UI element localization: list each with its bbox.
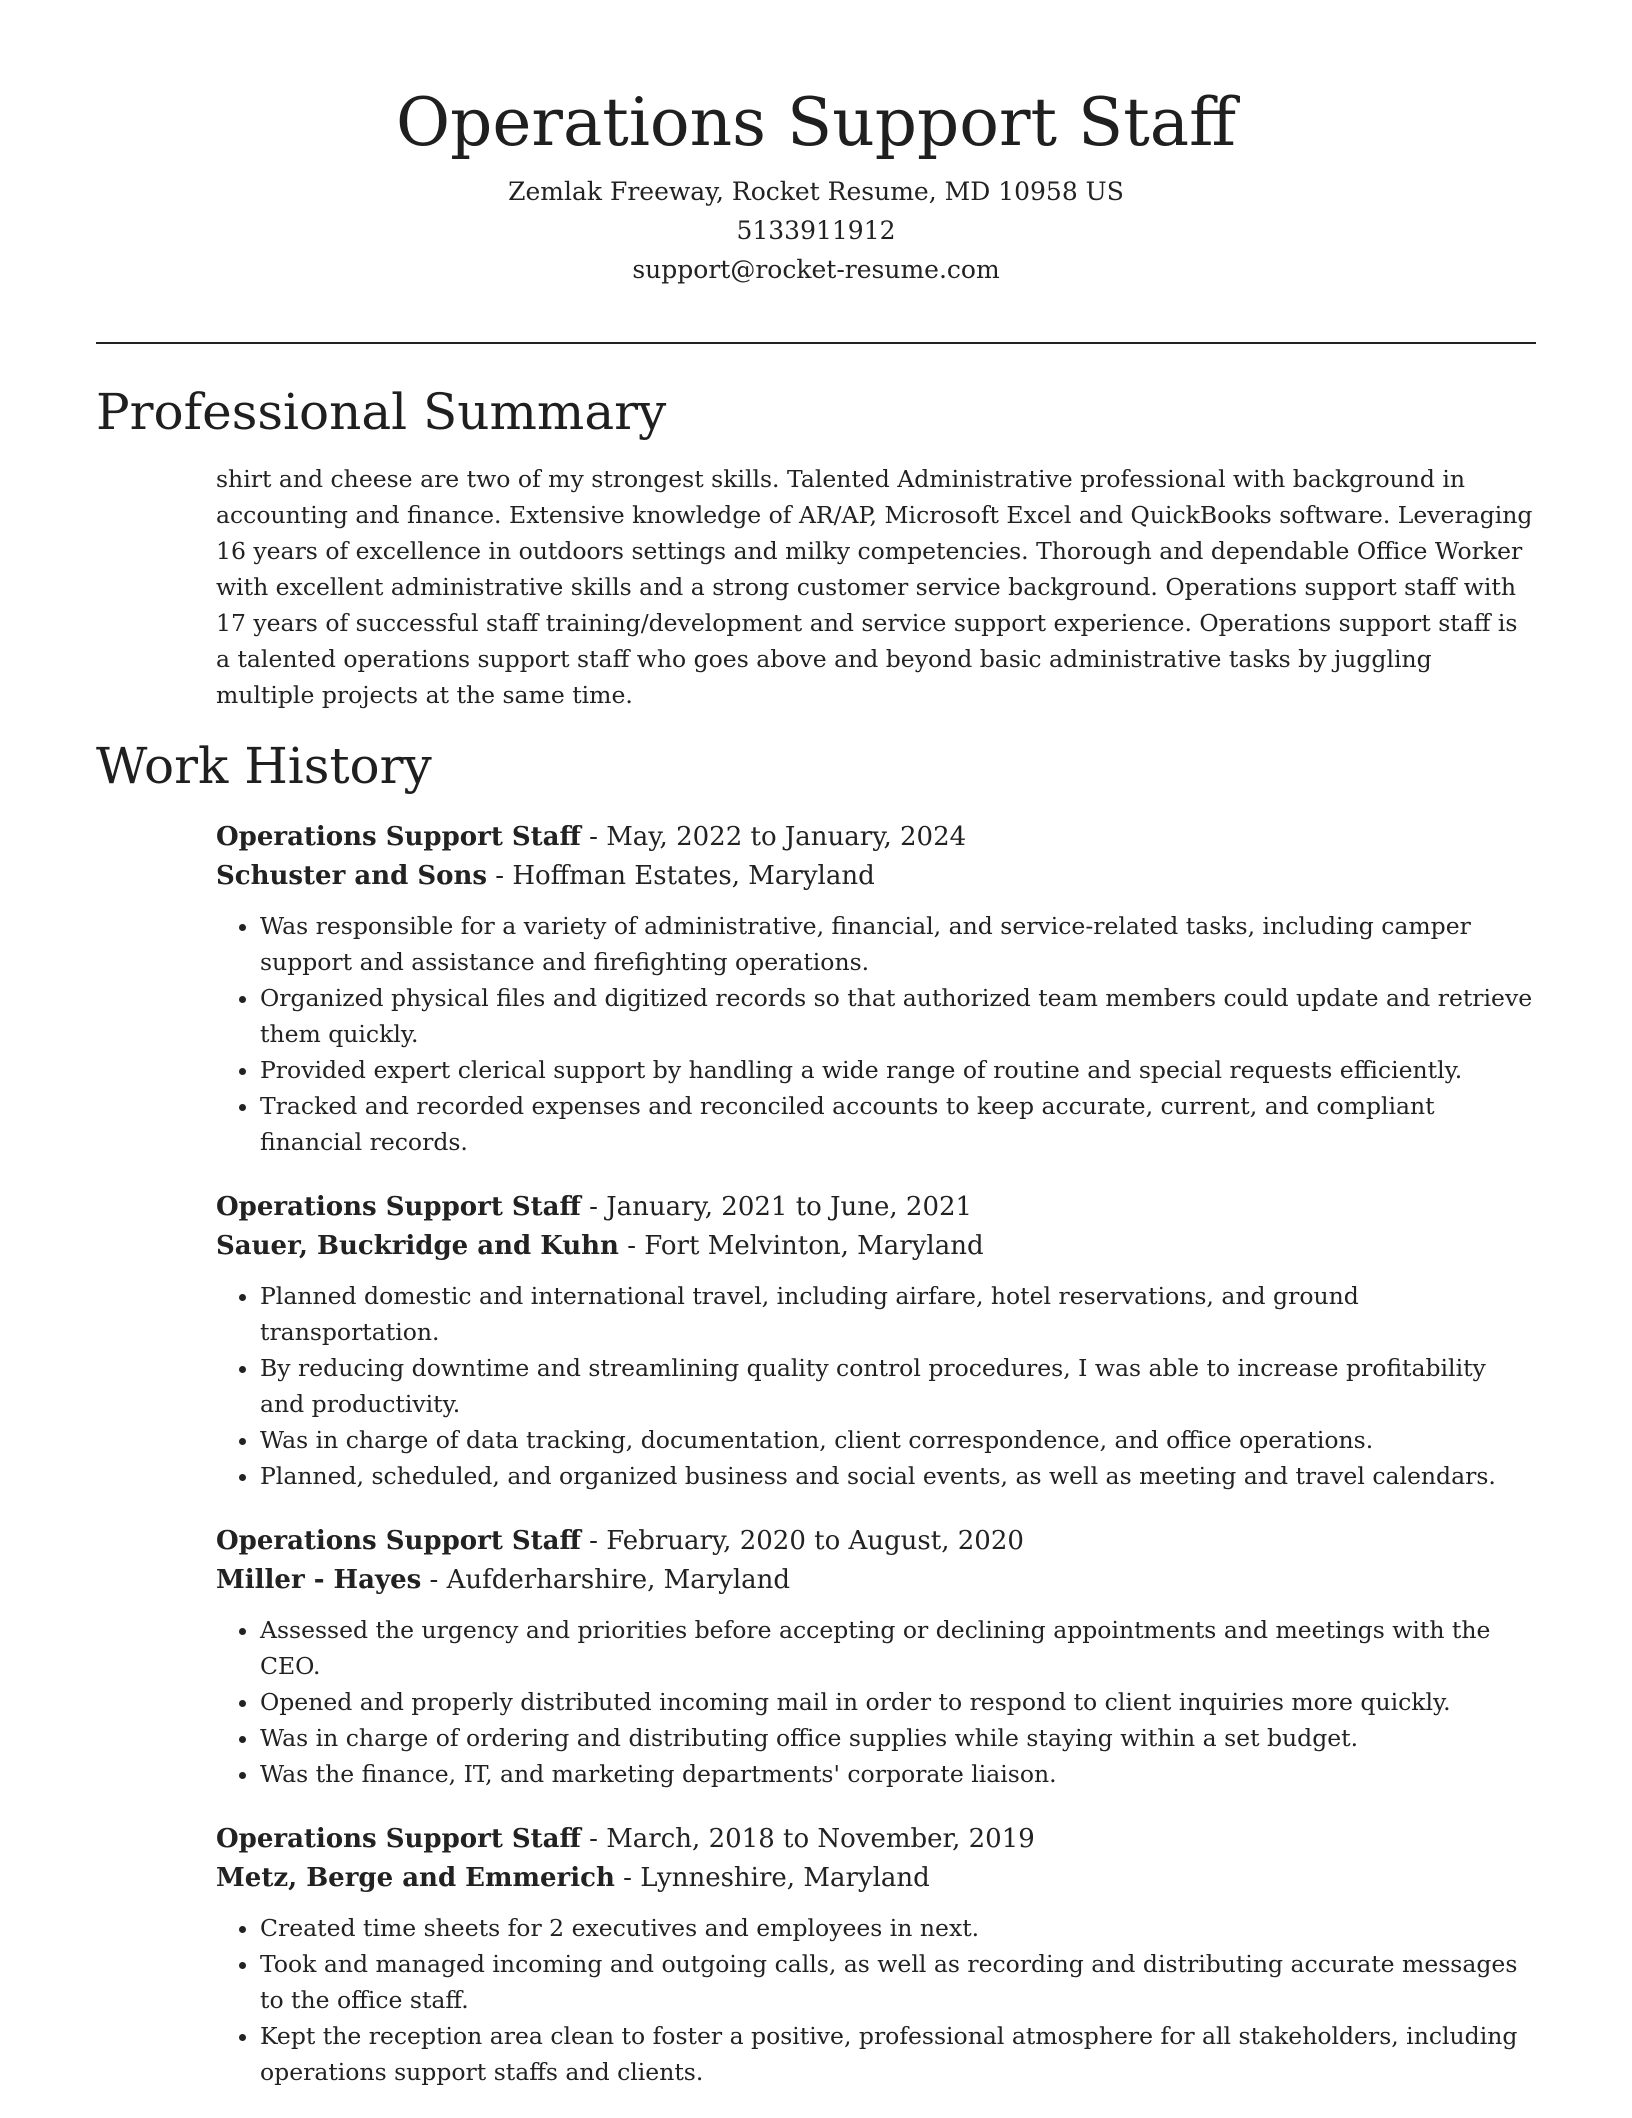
contact-phone: 5133911912 bbox=[736, 216, 896, 245]
job-company-line: Sauer, Buckridge and Kuhn - Fort Melvinton, Maryland bbox=[216, 1231, 984, 1261]
job-bullet: • Provided expert clerical support by handling a wide range of routine and special requests efficiently. bbox=[260, 1052, 1536, 1088]
job-entry bbox=[216, 1188, 1536, 1494]
job-dates: January, 2021 to June, 2021 bbox=[606, 1192, 973, 1222]
job-dates: March, 2018 to November, 2019 bbox=[606, 1824, 1035, 1854]
job-bullet: • Opened and properly distributed incoming mail in order to respond to client inquiries more quickly. bbox=[260, 1684, 1536, 1720]
job-company: Sauer, Buckridge and Kuhn bbox=[216, 1231, 619, 1261]
job-bullets bbox=[216, 1278, 1536, 1494]
job-dates: February, 2020 to August, 2020 bbox=[606, 1526, 1024, 1556]
job-title-line: Operations Support Staff - January, 2021 to June, 2021 bbox=[216, 1192, 973, 1222]
job-title-line: Operations Support Staff - March, 2018 to November, 2019 bbox=[216, 1824, 1035, 1854]
work-history-list bbox=[216, 818, 1536, 2118]
job-title-line: Operations Support Staff - May, 2022 to January, 2024 bbox=[216, 822, 967, 852]
job-entry bbox=[216, 1522, 1536, 1792]
job-location: Lynneshire, Maryland bbox=[640, 1863, 930, 1893]
header-divider bbox=[96, 342, 1536, 344]
job-bullet: • Planned domestic and international travel, including airfare, hotel reservations, and ground transportation. bbox=[260, 1278, 1536, 1350]
contact-address: Zemlak Freeway, Rocket Resume, MD 10958 US bbox=[508, 177, 1124, 206]
job-bullets bbox=[216, 1612, 1536, 1792]
candidate-name: Operations Support Staff bbox=[395, 84, 1237, 161]
job-company: Miller - Hayes bbox=[216, 1565, 422, 1595]
work-history-heading: Work History bbox=[96, 737, 432, 795]
job-bullet: • Assessed the urgency and priorities before accepting or declining appointments and meetings with the CEO. bbox=[260, 1612, 1536, 1684]
job-bullet: • Was responsible for a variety of administrative, financial, and service-related tasks, including camper support and assistance and firefighting operations. bbox=[260, 908, 1536, 980]
job-company: Schuster and Sons bbox=[216, 861, 487, 891]
summary-heading: Professional Summary bbox=[96, 383, 667, 441]
job-location: Hoffman Estates, Maryland bbox=[512, 861, 875, 891]
resume-header bbox=[96, 78, 1536, 289]
job-company-line: Miller - Hayes - Aufderharshire, Maryland bbox=[216, 1565, 791, 1595]
job-location: Fort Melvinton, Maryland bbox=[644, 1231, 984, 1261]
job-bullet: • Was in charge of ordering and distributing office supplies while staying within a set budget. bbox=[260, 1720, 1536, 1756]
job-company-line: Metz, Berge and Emmerich - Lynneshire, Maryland bbox=[216, 1863, 930, 1893]
job-company: Metz, Berge and Emmerich bbox=[216, 1863, 615, 1893]
job-role: Operations Support Staff bbox=[216, 1192, 581, 1222]
contact-email: support@rocket-resume.com bbox=[632, 255, 1000, 284]
job-bullet: • Created time sheets for 2 executives and employees in next. bbox=[260, 1910, 1536, 1946]
job-role: Operations Support Staff bbox=[216, 1526, 581, 1556]
job-bullets bbox=[216, 1910, 1536, 2090]
job-role: Operations Support Staff bbox=[216, 822, 581, 852]
job-bullet: • Organized physical files and digitized records so that authorized team members could update and retrieve them quickly. bbox=[260, 980, 1536, 1052]
job-company-line: Schuster and Sons - Hoffman Estates, Maryland bbox=[216, 861, 875, 891]
job-bullet: • Was the finance, IT, and marketing departments' corporate liaison. bbox=[260, 1756, 1536, 1792]
job-role: Operations Support Staff bbox=[216, 1824, 581, 1854]
job-bullet: • Planned, scheduled, and organized business and social events, as well as meeting and travel calendars. bbox=[260, 1458, 1536, 1494]
job-bullet: • By reducing downtime and streamlining quality control procedures, I was able to increase profitability and productivity. bbox=[260, 1350, 1536, 1422]
job-bullet: • Took and managed incoming and outgoing calls, as well as recording and distributing accurate messages to the office staff. bbox=[260, 1946, 1536, 2018]
job-bullet: • Was in charge of data tracking, documentation, client correspondence, and office operations. bbox=[260, 1422, 1536, 1458]
job-dates: May, 2022 to January, 2024 bbox=[606, 822, 967, 852]
job-title-line: Operations Support Staff - February, 2020 to August, 2020 bbox=[216, 1526, 1024, 1556]
job-bullet: • Kept the reception area clean to foster a positive, professional atmosphere for all stakeholders, including operations support staffs and clients. bbox=[260, 2018, 1536, 2090]
job-bullet: • Tracked and recorded expenses and reconciled accounts to keep accurate, current, and compliant financial records. bbox=[260, 1088, 1536, 1160]
job-location: Aufderharshire, Maryland bbox=[446, 1565, 791, 1595]
summary-text: shirt and cheese are two of my strongest skills. Talented Administrative professional with background in accounting and finance. Extensive knowledge of AR/AP, Microsoft Excel and QuickBooks software. Leveraging 16 years of excellence in outdoors settings and milky competencies. Thorough and dependable Office Worker with excellent administrative skills and a strong customer service background. Operations support staff with 17 years of successful staff training/development and service support experience. Operations support staff is a talented operations support staff who goes above and beyond basic administrative tasks by juggling multiple projects at the same time. bbox=[216, 465, 1533, 709]
job-bullets bbox=[216, 908, 1536, 1160]
job-entry bbox=[216, 818, 1536, 1160]
job-entry bbox=[216, 1820, 1536, 2090]
